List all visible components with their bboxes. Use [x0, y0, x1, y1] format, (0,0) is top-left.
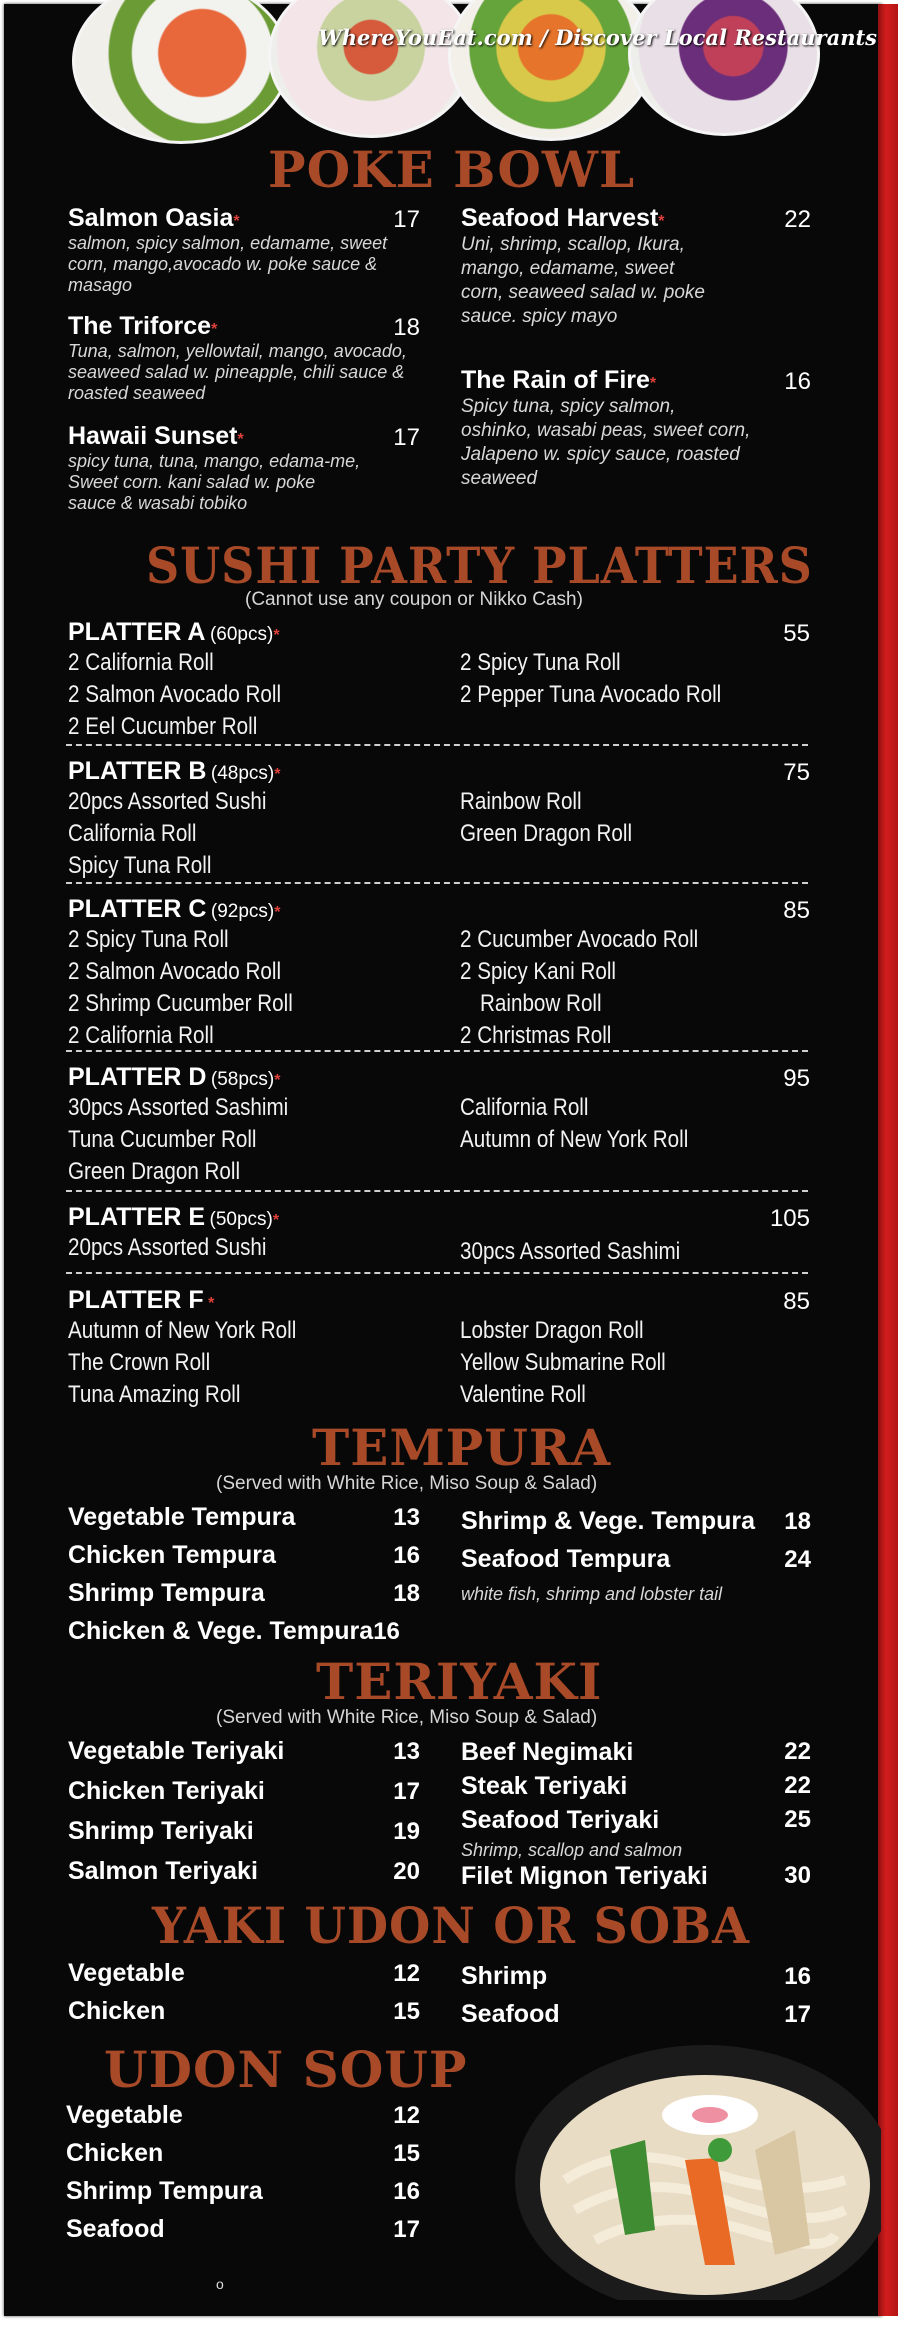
- platter-roll: California Roll: [68, 820, 197, 847]
- star-icon: *: [658, 213, 665, 230]
- item-name: Hawaii Sunset: [68, 422, 238, 450]
- item-name: Chicken & Vege. Tempura: [68, 1617, 374, 1645]
- item-price: 19: [393, 1818, 420, 1845]
- item-price: 16: [784, 1963, 811, 1990]
- sushi-party-heading: SUSHI PARTY PLATTERS: [146, 536, 813, 595]
- item-name: Steak Teriyaki: [461, 1772, 628, 1800]
- item-price: 15: [393, 1998, 420, 2025]
- platter-f: [68, 1286, 810, 1406]
- item-name: Chicken: [68, 1997, 166, 2025]
- tempura-note: (Served with White Rice, Miso Soup & Salad): [216, 1473, 598, 1494]
- teriyaki-heading: TERIYAKI: [316, 1652, 603, 1711]
- footer-mark: o: [216, 2276, 224, 2292]
- platter-price: 95: [783, 1065, 810, 1092]
- item-price: 22: [784, 206, 811, 233]
- teriyaki-right-column: [461, 1737, 811, 1895]
- item-name: Shrimp Tempura: [66, 2177, 263, 2205]
- menu-row: [68, 1538, 420, 1576]
- platter-pcs: (58pcs): [210, 1069, 275, 1090]
- menu-row: [66, 2212, 420, 2250]
- item-price: 13: [393, 1738, 420, 1765]
- platter-roll: 2 Christmas Roll: [460, 1022, 612, 1049]
- sushi-party-note: (Cannot use any coupon or Nikko Cash): [245, 589, 583, 610]
- dashed-divider: [66, 744, 808, 746]
- platter-roll: The Crown Roll: [68, 1349, 211, 1376]
- platter-roll: Autumn of New York Roll: [68, 1317, 297, 1344]
- item-price: 16: [784, 368, 811, 395]
- platter-pcs: (60pcs): [209, 624, 274, 645]
- platter-name: PLATTER C: [68, 895, 207, 923]
- item-name: The Rain of Fire: [461, 366, 650, 394]
- udon-soup-column: [66, 2098, 420, 2250]
- item-name: Shrimp: [461, 1962, 548, 1990]
- site-caption: WhereYouEat.com / Discover Local Restaurants: [318, 25, 877, 50]
- platter-name: PLATTER E: [68, 1203, 206, 1231]
- item-price: 20: [393, 1858, 420, 1885]
- platter-name: PLATTER A: [68, 618, 206, 646]
- menu-row: [68, 1733, 420, 1773]
- platter-roll: 2 Spicy Tuna Roll: [460, 649, 621, 676]
- menu-row: [68, 1853, 420, 1893]
- menu-row: [68, 1614, 420, 1652]
- platter-roll: 30pcs Assorted Sashimi: [460, 1238, 681, 1265]
- item-name: Vegetable: [66, 2101, 183, 2129]
- platter-roll: Valentine Roll: [460, 1381, 586, 1408]
- platter-roll: 20pcs Assorted Sushi: [68, 788, 267, 815]
- item-price: 22: [784, 1772, 811, 1799]
- item-price: 12: [393, 2102, 420, 2129]
- menu-row: [66, 2136, 420, 2174]
- item-name: Chicken Tempura: [68, 1541, 276, 1569]
- item-name: Chicken: [66, 2139, 164, 2167]
- star-icon: *: [274, 1072, 281, 1089]
- item-desc: Tuna, salmon, yellowtail, mango, avocado, seaweed salad w. pineapple, chili sauce & roasted seaweed: [68, 341, 407, 403]
- menu-row: [68, 1500, 420, 1538]
- item-price: 17: [393, 424, 420, 451]
- platter-roll: 2 Spicy Kani Roll: [460, 958, 617, 985]
- platter-roll: 2 Eel Cucumber Roll: [68, 713, 258, 740]
- dashed-divider: [66, 882, 808, 884]
- menu-row: [68, 1576, 420, 1614]
- item-name: Filet Mignon Teriyaki: [461, 1862, 708, 1890]
- item-name: Vegetable Tempura: [68, 1503, 296, 1531]
- item-price: 16: [393, 2178, 420, 2205]
- platter-roll: 2 Shrimp Cucumber Roll: [68, 990, 293, 1017]
- platter-price: 55: [783, 620, 810, 647]
- platter-name: PLATTER D: [68, 1063, 207, 1091]
- item-price: 13: [393, 1504, 420, 1531]
- menu-row: [66, 2174, 420, 2212]
- platter-pcs: (92pcs): [210, 901, 275, 922]
- platter-roll: Tuna Amazing Roll: [68, 1381, 241, 1408]
- item-price: 18: [393, 314, 420, 341]
- item-desc: salmon, spicy salmon, edamame, sweet corn, mango,avocado w. poke sauce & masago: [68, 233, 388, 295]
- menu-row: [68, 1994, 420, 2032]
- platter-roll: 20pcs Assorted Sushi: [68, 1234, 267, 1261]
- star-icon: *: [237, 431, 244, 448]
- item-price: 17: [393, 1778, 420, 1805]
- platter-roll: Autumn of New York Roll: [460, 1126, 689, 1153]
- item-price: 18: [784, 1508, 811, 1535]
- item-name: Shrimp & Vege. Tempura: [461, 1507, 756, 1535]
- star-icon: *: [211, 321, 218, 338]
- platter-d: [68, 1063, 810, 1183]
- poke-item-rain-of-fire: [461, 366, 811, 491]
- item-price: 25: [784, 1806, 811, 1833]
- item-price: 17: [393, 2216, 420, 2243]
- item-name: Salmon Oasia: [68, 204, 234, 232]
- item-price: 15: [393, 2140, 420, 2167]
- item-name: Seafood Harvest: [461, 204, 659, 232]
- menu-row: [461, 1805, 811, 1839]
- menu-row: [461, 1542, 811, 1580]
- item-name: The Triforce: [68, 312, 212, 340]
- item-name: Seafood Teriyaki: [461, 1806, 660, 1834]
- item-desc: spicy tuna, tuna, mango, edama-me, Sweet corn. kani salad w. poke sauce & wasabi tobiko: [68, 451, 361, 513]
- menu-row: [68, 1813, 420, 1853]
- poke-item-seafood-harvest: [461, 204, 811, 329]
- item-name: Seafood: [461, 2000, 560, 2028]
- item-name: Seafood: [66, 2215, 165, 2243]
- dashed-divider: [66, 1190, 808, 1192]
- platter-name: PLATTER B: [68, 757, 207, 785]
- item-price: 16: [393, 1542, 420, 1569]
- poke-item-hawaii-sunset: [68, 422, 420, 514]
- item-price: 22: [784, 1738, 811, 1765]
- platter-roll: Yellow Submarine Roll: [460, 1349, 666, 1376]
- tempura-heading: TEMPURA: [312, 1418, 612, 1477]
- item-desc: Spicy tuna, spicy salmon, oshinko, wasabi peas, sweet corn, Jalapeno w. spicy sauce, roasted seaweed: [461, 396, 751, 489]
- platter-roll: 2 Salmon Avocado Roll: [68, 681, 282, 708]
- platter-roll: Rainbow Roll: [460, 788, 582, 815]
- platter-roll: 30pcs Assorted Sashimi: [68, 1094, 289, 1121]
- menu-row: [461, 1504, 811, 1542]
- platter-price: 75: [783, 759, 810, 786]
- platter-b: [68, 757, 810, 877]
- poke-bowl-heading: POKE BOWL: [268, 140, 636, 199]
- platter-price: 85: [783, 897, 810, 924]
- menu-row: [461, 1861, 811, 1895]
- red-side-strip: [878, 4, 898, 2316]
- platter-roll: Spicy Tuna Roll: [68, 852, 212, 879]
- platter-roll: 2 Cucumber Avocado Roll: [460, 926, 699, 953]
- menu-row: [461, 1959, 811, 1997]
- star-icon: *: [274, 766, 281, 783]
- platter-roll: Green Dragon Roll: [460, 820, 633, 847]
- platter-e: [68, 1203, 810, 1273]
- item-price: 16: [373, 1618, 400, 1645]
- item-price: 17: [784, 2001, 811, 2028]
- poke-item-the-triforce: [68, 312, 420, 404]
- item-price: 12: [393, 1960, 420, 1987]
- platter-a: [68, 618, 810, 738]
- platter-roll: 2 Pepper Tuna Avocado Roll: [460, 681, 722, 708]
- item-price: 30: [784, 1862, 811, 1889]
- item-name: Salmon Teriyaki: [68, 1857, 258, 1885]
- tempura-right-column: [461, 1504, 811, 1608]
- udon-soup-heading: UDON SOUP: [104, 2040, 468, 2099]
- item-price: 24: [784, 1546, 811, 1573]
- menu-row: [461, 1737, 811, 1771]
- item-name: Seafood Tempura: [461, 1545, 671, 1573]
- item-name: Beef Negimaki: [461, 1738, 634, 1766]
- star-icon: *: [649, 375, 657, 392]
- platter-roll: Tuna Cucumber Roll: [68, 1126, 257, 1153]
- item-name: Vegetable Teriyaki: [68, 1737, 285, 1765]
- platter-roll: 2 Salmon Avocado Roll: [68, 958, 282, 985]
- teriyaki-left-column: [68, 1733, 420, 1893]
- item-name: Vegetable: [68, 1959, 185, 1987]
- yaki-udon-right-column: [461, 1959, 811, 2035]
- platter-roll: 2 Spicy Tuna Roll: [68, 926, 229, 953]
- item-name: Shrimp Teriyaki: [68, 1817, 254, 1845]
- star-icon: *: [272, 1212, 280, 1229]
- menu-row: [66, 2098, 420, 2136]
- udon-soup-photo: [505, 2030, 881, 2300]
- platter-price: 85: [783, 1288, 810, 1315]
- item-price: 18: [393, 1580, 420, 1607]
- platter-pcs: (50pcs): [209, 1209, 273, 1230]
- menu-row: [68, 1956, 420, 1994]
- menu-row: [461, 1771, 811, 1805]
- platter-roll: Rainbow Roll: [480, 990, 602, 1017]
- yaki-udon-left-column: [68, 1956, 420, 2032]
- platter-pcs: (48pcs): [210, 763, 275, 784]
- item-desc: Uni, shrimp, scallop, Ikura, mango, edamame, sweet corn, seaweed salad w. poke sauce. spicy mayo: [461, 234, 705, 327]
- star-icon: *: [233, 213, 240, 230]
- item-name: Chicken Teriyaki: [68, 1777, 265, 1805]
- platter-roll: 2 California Roll: [68, 1022, 214, 1049]
- star-icon: *: [273, 627, 280, 644]
- menu-row: [68, 1773, 420, 1813]
- platter-roll: California Roll: [460, 1094, 589, 1121]
- item-price: 17: [393, 206, 420, 233]
- item-desc: white fish, shrimp and lobster tail: [461, 1584, 723, 1604]
- tempura-left-column: [68, 1500, 420, 1652]
- platter-roll: Green Dragon Roll: [68, 1158, 241, 1185]
- dashed-divider: [66, 1050, 808, 1052]
- teriyaki-note: (Served with White Rice, Miso Soup & Salad): [216, 1707, 598, 1728]
- poke-item-salmon-oasia: [68, 204, 420, 296]
- item-name: Shrimp Tempura: [68, 1579, 265, 1607]
- star-icon: *: [208, 1295, 215, 1312]
- platter-price: 105: [769, 1205, 810, 1232]
- platter-roll: Lobster Dragon Roll: [460, 1317, 644, 1344]
- platter-c: [68, 895, 810, 1049]
- star-icon: *: [274, 904, 281, 921]
- dashed-divider: [66, 1272, 808, 1274]
- platter-roll: 2 California Roll: [68, 649, 214, 676]
- item-desc: Shrimp, scallop and salmon: [461, 1840, 683, 1860]
- yaki-udon-heading: YAKI UDON OR SOBA: [152, 1896, 750, 1955]
- platter-name: PLATTER F: [68, 1286, 204, 1314]
